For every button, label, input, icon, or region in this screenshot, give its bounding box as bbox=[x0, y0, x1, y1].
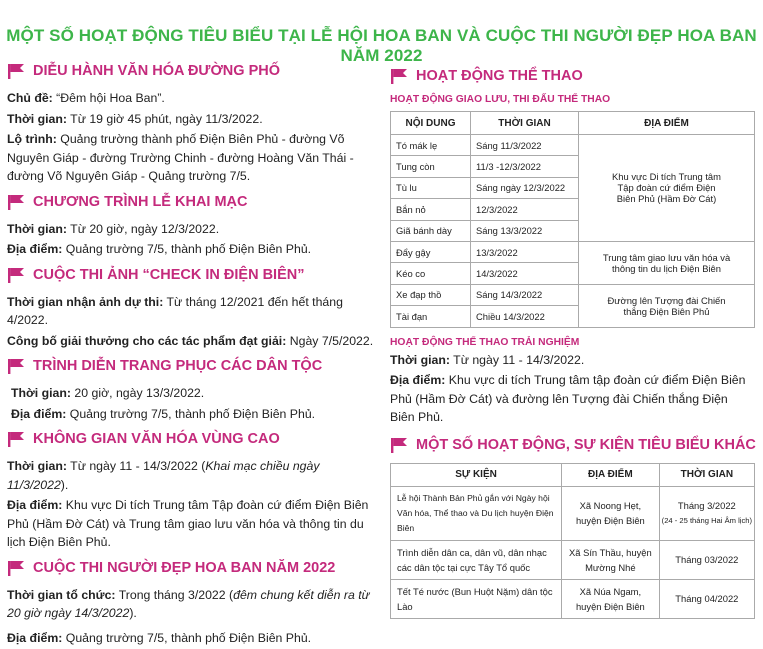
flag-icon bbox=[7, 267, 25, 283]
table-row bbox=[391, 241, 755, 262]
cell-content: Kéo co bbox=[391, 263, 471, 284]
section-title: CUỘC THI ẢNH “CHECK IN ĐIỆN BIÊN” bbox=[33, 266, 305, 283]
table-header-row bbox=[391, 463, 755, 486]
section-title: TRÌNH DIỄN TRANG PHỤC CÁC DÂN TỘC bbox=[33, 358, 323, 374]
section-street-parade bbox=[7, 62, 375, 80]
cell-time: Chiều 14/3/2022 bbox=[471, 306, 579, 327]
beauty-time: Thời gian tổ chức: Trong tháng 3/2022 (đêm chung kết diễn ra từ 20 giờ ngày 14/3/2022). bbox=[7, 587, 370, 620]
section-photo-contest bbox=[7, 266, 375, 284]
cell-time: 12/3/2022 bbox=[471, 199, 579, 220]
cell-time: Tháng 03/2022 bbox=[659, 540, 754, 579]
events-table bbox=[390, 463, 755, 619]
header-place: ĐỊA ĐIỂM bbox=[579, 112, 755, 135]
page-title: MỘT SỐ HOẠT ĐỘNG TIÊU BIỂU TẠI LỄ HỘI HOA BAN VÀ CUỘC THI NGƯỜI ĐẸP HOA BAN NĂM 2022 bbox=[6, 26, 757, 65]
flag-icon bbox=[7, 194, 25, 210]
section-costume-show bbox=[7, 357, 375, 375]
section-highland-culture bbox=[7, 430, 375, 448]
experience-place: Địa điểm: Khu vực di tích Trung tâm tập đoàn cứ điểm Điện Biên Phủ (Hầm Đờ Cát) và đường lên Tượng đài Chiến thắng Điện Biên Phủ. bbox=[390, 373, 746, 425]
section-opening-ceremony bbox=[7, 193, 375, 211]
table-row bbox=[391, 540, 755, 579]
opening-time: Thời gian: Từ 20 giờ, ngày 12/3/2022. bbox=[7, 221, 220, 236]
cell-content: Tung còn bbox=[391, 156, 471, 177]
cell-place: Trung tâm giao lưu văn hóa và thông tin du lịch Điện Biên bbox=[579, 241, 755, 284]
cell-content: Tó mák lẹ bbox=[391, 135, 471, 156]
cell-place: Xã Núa Ngam, huyện Điện Biên bbox=[562, 579, 660, 618]
cell-time: Tháng 04/2022 bbox=[659, 579, 754, 618]
flag-icon bbox=[390, 68, 408, 84]
highland-place: Địa điểm: Khu vực Di tích Trung tâm Tập đoàn cứ điểm Điện Biên Phủ (Hầm Đờ Cát) và Trung tâm giao lưu văn hóa và thông tin du lịch Điện Biên Phủ. bbox=[7, 498, 369, 549]
left-column bbox=[7, 62, 375, 649]
header-time: THỜI GIAN bbox=[471, 112, 579, 135]
table-row bbox=[391, 486, 755, 540]
cell-content: Tù lu bbox=[391, 177, 471, 198]
table-row bbox=[391, 579, 755, 618]
photo-submit-time: Thời gian nhận ảnh dự thi: Từ tháng 12/2021 đến hết tháng 4/2022. bbox=[7, 294, 343, 327]
cell-content: Bắn nỏ bbox=[391, 199, 471, 220]
header-place: ĐỊA ĐIỂM bbox=[562, 463, 660, 486]
cell-event: Tết Té nước (Bun Huột Nặm) dân tộc Lào bbox=[391, 579, 562, 618]
section-title: HOẠT ĐỘNG THỂ THAO bbox=[416, 68, 583, 84]
flag-icon bbox=[7, 358, 25, 374]
cell-content: Tài đạn bbox=[391, 306, 471, 327]
cell-time: Sáng 14/3/2022 bbox=[471, 284, 579, 305]
section-sports bbox=[390, 67, 755, 85]
cell-content: Đẩy gậy bbox=[391, 241, 471, 262]
cell-place: Xã Noong Hẹt, huyện Điện Biên bbox=[562, 486, 660, 540]
cell-time: Sáng ngày 12/3/2022 bbox=[471, 177, 579, 198]
sports-subtitle: HOẠT ĐỘNG GIAO LƯU, THI ĐẤU THỂ THAO bbox=[390, 94, 611, 105]
cell-time: 11/3 -12/3/2022 bbox=[471, 156, 579, 177]
section-title: CUỘC THI NGƯỜI ĐẸP HOA BAN NĂM 2022 bbox=[33, 559, 336, 576]
header-event: SỰ KIỆN bbox=[391, 463, 562, 486]
costume-time: Thời gian: 20 giờ, ngày 13/3/2022. bbox=[11, 386, 205, 400]
opening-place: Địa điểm: Quảng trường 7/5, thành phố Điện Biên Phủ. bbox=[7, 242, 312, 256]
cell-content: Giã bánh dày bbox=[391, 220, 471, 241]
table-header-row bbox=[391, 112, 755, 135]
experience-time: Thời gian: Từ ngày 11 - 14/3/2022. bbox=[390, 352, 585, 367]
sports-table bbox=[390, 111, 755, 328]
table-row bbox=[391, 284, 755, 305]
parade-time: Thời gian: Từ 19 giờ 45 phút, ngày 11/3/2022. bbox=[7, 111, 263, 126]
cell-time: Sáng 11/3/2022 bbox=[471, 135, 579, 156]
cell-content: Xe đạp thồ bbox=[391, 284, 471, 305]
photo-award-date: Công bố giải thưởng cho các tác phẩm đạt giải: Ngày 7/5/2022. bbox=[7, 333, 374, 348]
header-time: THỜI GIAN bbox=[659, 463, 754, 486]
highland-time: Thời gian: Từ ngày 11 - 14/3/2022 (Khai mạc chiều ngày 11/3/2022). bbox=[7, 459, 320, 492]
cell-place: Khu vực Di tích Trung tâm Tập đoàn cứ điểm Điện Biên Phủ (Hầm Đờ Cát) bbox=[579, 135, 755, 242]
section-title: DIỄU HÀNH VĂN HÓA ĐƯỜNG PHỐ bbox=[33, 63, 281, 79]
table-row bbox=[391, 135, 755, 156]
experience-subtitle: HOẠT ĐỘNG THỂ THAO TRẢI NGHIỆM bbox=[390, 336, 580, 348]
cell-time: 14/3/2022 bbox=[471, 263, 579, 284]
section-title: CHƯƠNG TRÌNH LỄ KHAI MẠC bbox=[33, 193, 248, 210]
section-beauty-contest bbox=[7, 559, 375, 577]
cell-place: Xã Sín Thầu, huyện Mường Nhé bbox=[562, 540, 660, 579]
section-title: MỘT SỐ HOẠT ĐỘNG, SỰ KIỆN TIÊU BIỂU KHÁC bbox=[416, 436, 756, 453]
beauty-place: Địa điểm: Quảng trường 7/5, thành phố Điện Biên Phủ. bbox=[7, 630, 312, 645]
parade-route: Lộ trình: Quảng trường thành phố Điện Biên Phủ - đường Võ Nguyên Giáp - đường Trường Chinh - đường Hoàng Văn Thái - đường Võ Nguyên Giáp - Quảng trường 7/5. bbox=[7, 132, 354, 183]
cell-time: 13/3/2022 bbox=[471, 241, 579, 262]
costume-place: Địa điểm: Quảng trường 7/5, thành phố Điện Biên Phủ. bbox=[11, 406, 316, 421]
cell-time: Tháng 3/2022 (24 - 25 tháng Hai Âm lịch) bbox=[659, 486, 754, 540]
cell-time: Sáng 13/3/2022 bbox=[471, 220, 579, 241]
flag-icon bbox=[7, 431, 25, 447]
flag-icon bbox=[7, 63, 25, 79]
cell-event: Trình diễn dân ca, dân vũ, dân nhạc các dân tộc tại cực Tây Tổ quốc bbox=[391, 540, 562, 579]
section-other-events bbox=[390, 436, 755, 454]
header-content: NỘI DUNG bbox=[391, 112, 471, 135]
flag-icon bbox=[390, 437, 408, 453]
cell-event: Lễ hội Thành Bản Phủ gắn với Ngày hội Văn hóa, Thể thao và Du lịch huyện Điện Biên bbox=[391, 486, 562, 540]
parade-theme: Chủ đề: “Đêm hội Hoa Ban”. bbox=[7, 91, 165, 105]
cell-place: Đường lên Tượng đài Chiến thắng Điện Biên Phủ bbox=[579, 284, 755, 327]
right-column bbox=[390, 67, 755, 619]
section-title: KHÔNG GIAN VĂN HÓA VÙNG CAO bbox=[33, 431, 280, 447]
flag-icon bbox=[7, 560, 25, 576]
